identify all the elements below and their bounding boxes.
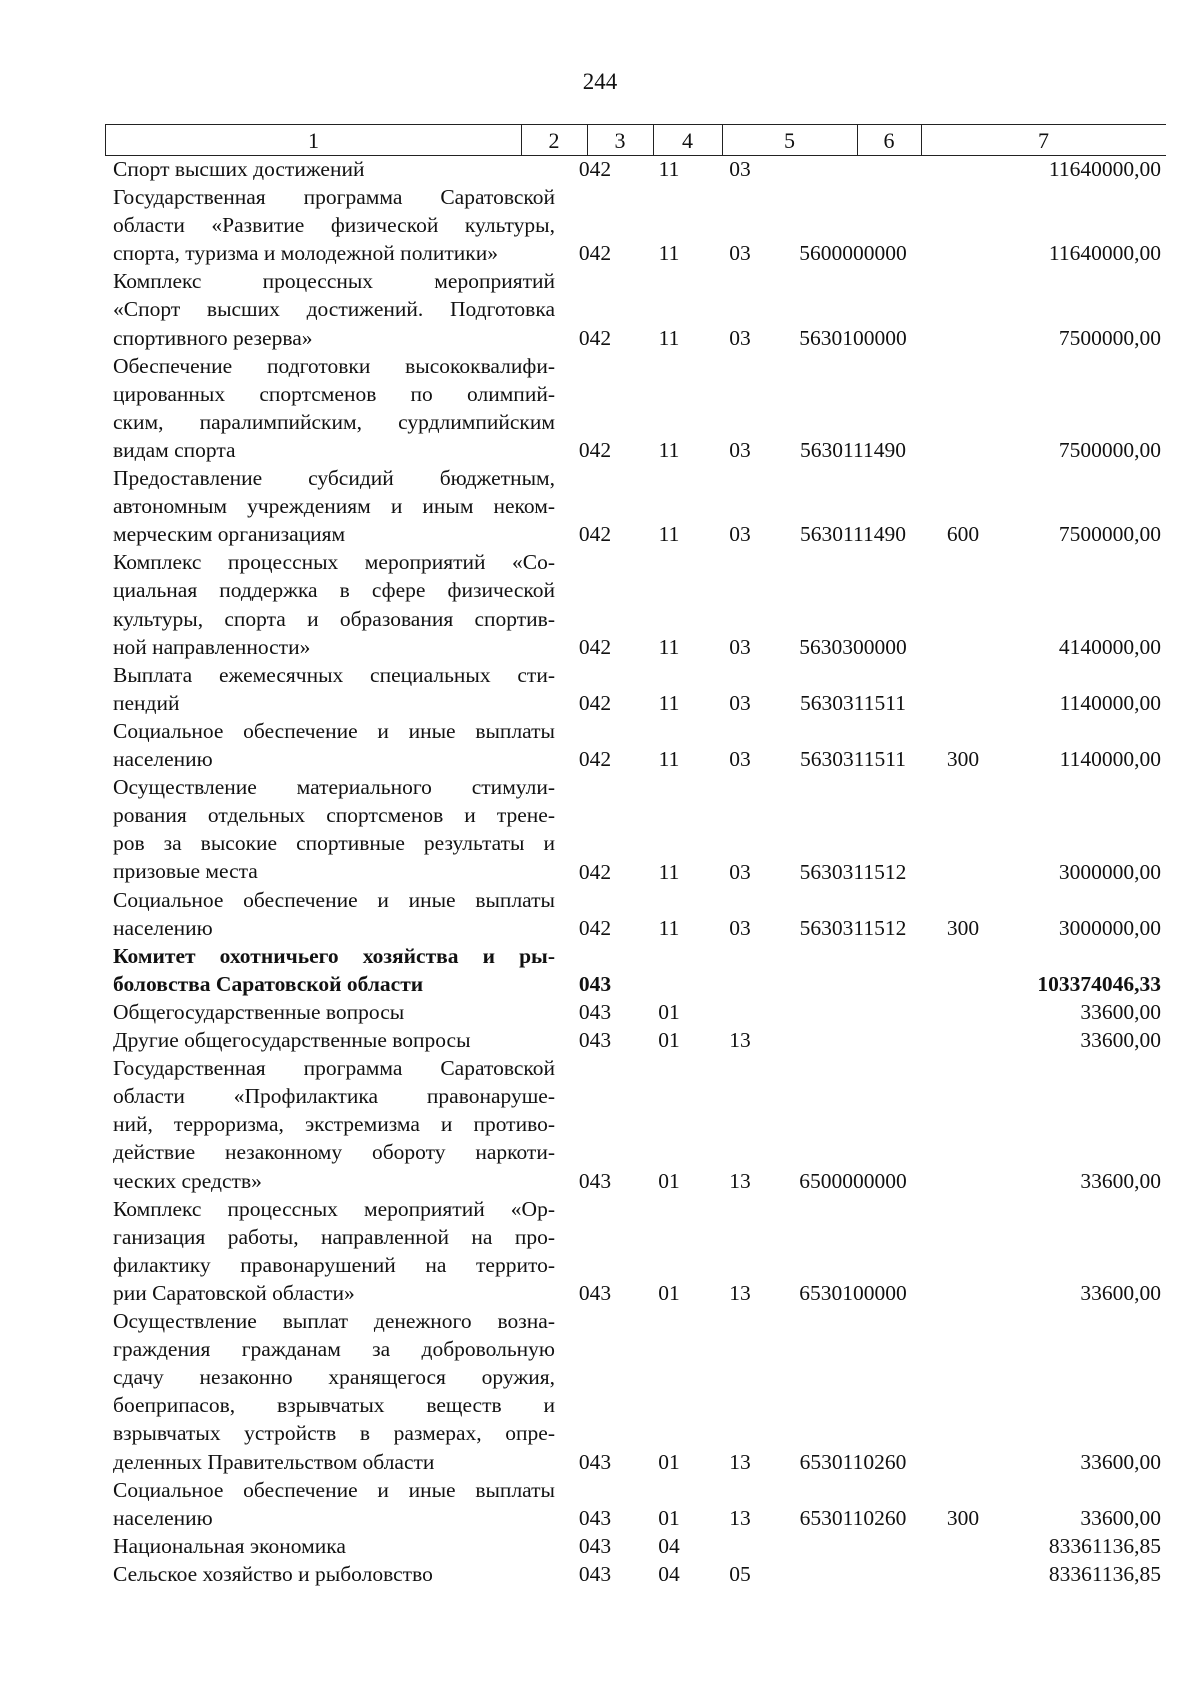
row-name-line: Государственная программа Саратовской (113, 1056, 555, 1081)
row-name-line: сдачу незаконно хранящегося оружия, (113, 1365, 555, 1390)
row-name-line: Выплата ежемесячных специальных сти- (113, 662, 555, 687)
row-name (113, 1026, 555, 1054)
row-name (113, 155, 555, 183)
row-c3: 01 (658, 1028, 680, 1053)
row-c6: 600 (946, 522, 980, 547)
row-c3: 01 (658, 1168, 680, 1193)
row-c4: 03 (729, 522, 751, 547)
row-name (113, 998, 555, 1026)
row-c4: 03 (729, 634, 751, 659)
row-c2: 043 (578, 1562, 612, 1586)
header-col-2: 2 (548, 128, 560, 153)
row-name-line: филактику правонарушений на террито- (113, 1252, 555, 1277)
row-c5: 6530110260 (799, 1505, 907, 1530)
row-c5: 5630311511 (800, 747, 906, 772)
row-c4: 13 (729, 1449, 751, 1474)
row-c2: 042 (578, 157, 612, 181)
row-c7: 7500000,00 (1058, 438, 1161, 462)
row-c6: 300 (946, 915, 980, 940)
row-c4: 03 (729, 690, 751, 715)
page-number: 244 (582, 69, 618, 94)
row-c4: 03 (729, 325, 751, 350)
row-name-line: населению (113, 915, 213, 940)
row-name-line: ческих средств» (113, 1168, 262, 1193)
row-c2: 042 (578, 915, 612, 940)
row-name-line: Социальное обеспечение и иные выплаты (113, 1477, 555, 1502)
row-name-line: Государственная программа Саратовской (113, 185, 555, 210)
row-c7: 33600,00 (1080, 1000, 1161, 1024)
row-c5: 6530100000 (799, 1281, 907, 1305)
row-c2: 042 (578, 241, 612, 266)
row-name-line: цированных спортсменов по олимпий- (113, 381, 555, 406)
row-c2: 042 (578, 522, 612, 547)
row-c5: 5630300000 (799, 634, 907, 659)
row-name-line: Спорт высших достижений (113, 157, 365, 181)
header-col-7: 7 (1038, 128, 1049, 153)
row-name (113, 1307, 555, 1476)
row-name (113, 717, 555, 773)
row-name-line: деленных Правительством области (113, 1449, 435, 1474)
row-c3: 04 (658, 1562, 680, 1586)
header-col-3: 3 (614, 128, 626, 153)
row-name-line: области «Профилактика правонаруше- (113, 1084, 555, 1109)
row-c4: 13 (729, 1505, 751, 1530)
row-c7: 11640000,00 (1048, 241, 1161, 266)
row-name-line: боловства Саратовской области (113, 971, 424, 996)
row-c7: 83361136,85 (1048, 1562, 1161, 1586)
row-name-line: ний, терроризма, экстремизма и противо- (113, 1112, 555, 1137)
row-c2: 042 (578, 438, 612, 462)
header-col-6: 6 (883, 128, 895, 153)
row-c2: 043 (578, 1000, 612, 1024)
row-c5: 5630311512 (799, 915, 907, 940)
row-name (113, 1054, 555, 1194)
row-c7: 7500000,00 (1058, 522, 1161, 547)
row-c2: 043 (578, 1028, 612, 1053)
row-name-line: Комплекс процессных мероприятий «Ор- (113, 1196, 555, 1221)
row-name-line: рии Саратовской области» (113, 1280, 355, 1305)
row-c4: 13 (729, 1281, 751, 1305)
row-c4: 03 (729, 859, 751, 884)
row-name-line: Осуществление выплат денежного возна- (113, 1309, 555, 1334)
row-c7: 33600,00 (1080, 1449, 1161, 1474)
row-c4: 03 (729, 241, 751, 266)
row-c4: 05 (729, 1562, 751, 1586)
row-name-line: ной направленности» (113, 634, 311, 659)
row-c3: 01 (658, 1000, 680, 1024)
row-c7: 4140000,00 (1058, 634, 1161, 659)
row-c5: 5630111490 (800, 438, 906, 462)
row-c7: 3000000,00 (1058, 915, 1161, 940)
row-name-line: циальная поддержка в сфере физической (113, 578, 555, 603)
row-c7: 11640000,00 (1048, 157, 1161, 181)
row-name (113, 942, 555, 998)
row-name (113, 548, 555, 660)
row-name-line: населению (113, 1505, 213, 1530)
row-c2: 043 (578, 1281, 612, 1305)
row-name (113, 1476, 555, 1532)
row-c2: 042 (578, 634, 612, 659)
row-name (113, 1560, 555, 1588)
row-c2: 042 (578, 747, 612, 772)
row-name-line: области «Развитие физической культуры, (113, 213, 555, 238)
row-c3: 11 (658, 915, 680, 940)
row-name-line: населению (113, 747, 213, 772)
row-c6: 300 (946, 747, 980, 772)
row-name-line: ским, паралимпийским, сурдлимпийским (113, 409, 555, 434)
row-c7: 7500000,00 (1058, 325, 1161, 350)
row-c2: 042 (578, 859, 612, 884)
row-c3: 01 (658, 1281, 680, 1305)
row-name-line: взрывчатых устройств в размерах, опре- (113, 1421, 555, 1446)
row-name-line: Обеспечение подготовки высококвалифи- (113, 353, 555, 378)
row-c3: 11 (658, 747, 680, 772)
row-c6: 300 (946, 1505, 980, 1530)
row-c5: 5630311511 (800, 690, 906, 715)
row-c7: 33600,00 (1080, 1505, 1161, 1530)
row-name (113, 267, 555, 351)
row-c5: 5630100000 (799, 325, 907, 350)
row-name-line: пендий (113, 690, 180, 715)
row-c5: 6530110260 (799, 1449, 907, 1474)
row-c7: 103374046,33 (1037, 971, 1161, 996)
row-name-line: Комитет охотничьего хозяйства и ры- (113, 943, 555, 968)
row-c7: 33600,00 (1080, 1028, 1161, 1053)
header-col-4: 4 (682, 128, 693, 153)
row-c3: 11 (658, 325, 680, 350)
row-c7: 33600,00 (1080, 1281, 1161, 1305)
row-name-line: «Спорт высших достижений. Подготовка (113, 297, 555, 322)
row-c4: 03 (729, 157, 751, 181)
row-c3: 11 (658, 690, 680, 715)
row-c5: 5630311512 (799, 859, 907, 884)
row-name-line: Сельское хозяйство и рыболовство (113, 1562, 433, 1586)
row-name-line: Предоставление субсидий бюджетным, (113, 466, 555, 491)
row-c3: 11 (658, 438, 680, 462)
row-c2: 043 (578, 1505, 612, 1530)
row-name-line: действие незаконному обороту наркоти- (113, 1140, 555, 1165)
row-c3: 11 (658, 859, 680, 884)
row-name (113, 661, 555, 717)
row-name (113, 352, 555, 464)
row-c4: 13 (729, 1028, 751, 1053)
row-c4: 03 (729, 915, 751, 940)
row-name (113, 1195, 555, 1307)
row-name-line: ганизация работы, направленной на про- (113, 1224, 555, 1249)
header-col-5: 5 (784, 128, 795, 153)
row-c2: 043 (578, 1168, 612, 1193)
row-c7: 1140000,00 (1059, 690, 1161, 715)
row-c3: 11 (658, 157, 680, 181)
row-c3: 01 (658, 1449, 680, 1474)
row-c3: 11 (658, 522, 680, 547)
row-name-line: Другие общегосударственные вопросы (113, 1028, 471, 1053)
row-c7: 3000000,00 (1058, 859, 1161, 884)
row-name-line: автономным учреждениям и иным неком- (113, 494, 555, 519)
row-name-line: культуры, спорта и образования спортив- (113, 606, 555, 631)
row-name-line: Комплекс процессных мероприятий (113, 269, 555, 294)
row-c3: 11 (658, 634, 680, 659)
row-c7: 33600,00 (1080, 1168, 1161, 1193)
row-c3: 01 (658, 1505, 680, 1530)
row-c4: 03 (729, 747, 751, 772)
row-name-line: спорта, туризма и молодежной политики» (113, 241, 498, 266)
header-col-1: 1 (308, 128, 319, 153)
row-c5: 5630111490 (800, 522, 906, 547)
row-name-line: боеприпасов, взрывчатых веществ и (113, 1393, 555, 1418)
row-name (113, 886, 555, 942)
row-c7: 83361136,85 (1048, 1533, 1161, 1558)
row-name-line: спортивного резерва» (113, 325, 313, 350)
row-name-line: граждения гражданам за добровольную (113, 1337, 555, 1362)
row-name-line: Социальное обеспечение и иные выплаты (113, 719, 555, 743)
row-c2: 043 (578, 1533, 612, 1558)
row-c2: 043 (578, 971, 612, 996)
row-name (113, 183, 555, 267)
row-c2: 042 (578, 325, 612, 350)
row-name-line: мерческим организациям (113, 522, 346, 547)
row-name-line: Осуществление материального стимули- (113, 775, 555, 800)
table-header (105, 124, 1166, 156)
row-name-line: Национальная экономика (113, 1533, 346, 1558)
row-name-line: призовые места (113, 859, 258, 884)
row-c5: 6500000000 (799, 1168, 907, 1193)
row-c3: 11 (658, 241, 680, 266)
row-name-line: Комплекс процессных мероприятий «Со- (113, 550, 555, 575)
row-c2: 042 (578, 690, 612, 715)
row-name-line: рования отдельных спортсменов и трене- (113, 803, 555, 828)
row-c7: 1140000,00 (1059, 747, 1161, 772)
row-c3: 04 (658, 1533, 680, 1558)
row-name-line: видам спорта (113, 437, 236, 462)
row-name-line: Общегосударственные вопросы (113, 1000, 405, 1024)
row-name-line: ров за высокие спортивные результаты и (113, 831, 555, 856)
row-name (113, 1532, 555, 1560)
row-c2: 043 (578, 1449, 612, 1474)
row-c5: 5600000000 (799, 241, 907, 266)
row-name (113, 464, 555, 548)
row-c4: 13 (729, 1168, 751, 1193)
row-c4: 03 (729, 438, 751, 462)
row-name (113, 773, 555, 885)
row-name-line: Социальное обеспечение и иные выплаты (113, 887, 555, 912)
